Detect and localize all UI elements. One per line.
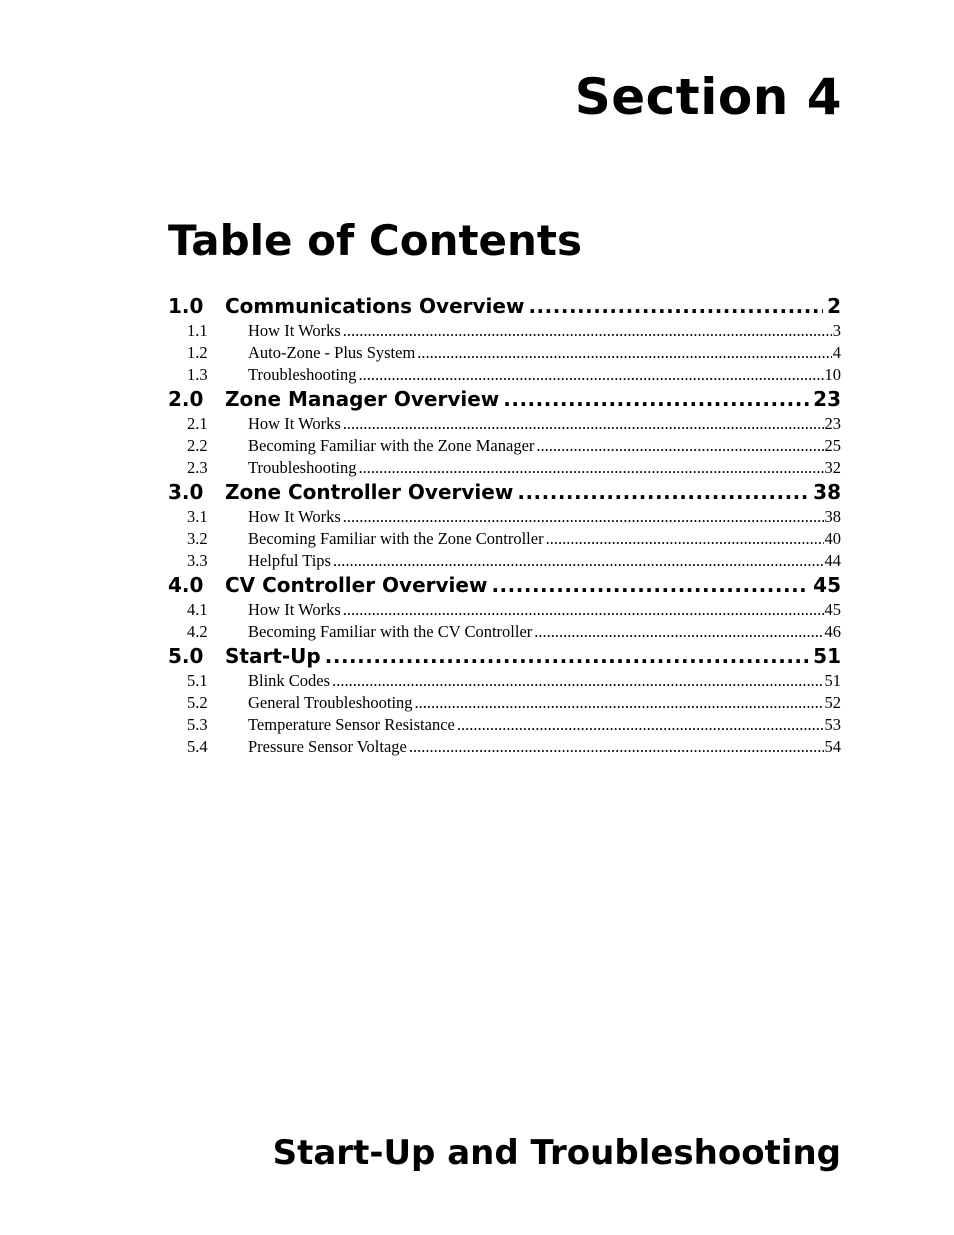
section-heading: Section 4 [574,68,842,126]
toc-subsection-title: Blink Codes [248,671,331,690]
toc-subsection-entry[interactable] [168,736,841,758]
toc-section-title: Communications Overview [225,294,525,318]
toc-subsection-page: 44 [824,551,841,570]
toc-section-entry[interactable] [168,386,841,413]
toc-subsection-page: 46 [824,622,841,641]
toc-section-page: 23 [813,387,841,411]
toc-dot-leader [546,528,824,550]
toc-subsection-page: 25 [824,436,841,455]
toc-dot-leader [415,692,824,714]
footer-title: Start-Up and Troubleshooting [272,1133,841,1173]
toc-subsection-page: 54 [824,737,841,756]
toc-section-number: 5.0 [168,644,204,668]
toc-subsection-page: 52 [824,693,841,712]
toc-section-group [168,386,841,479]
toc-dot-leader [343,413,824,435]
toc-dot-leader [332,670,823,692]
toc-subsection-number: 2.2 [187,436,208,455]
toc-dot-leader [343,599,824,621]
toc-subsection-title: How It Works [248,321,341,340]
toc-subsection-number: 2.3 [187,458,208,477]
toc-subsection-title: Troubleshooting [248,458,357,477]
toc-dot-leader [417,342,831,364]
toc-subsection-number: 5.2 [187,693,208,712]
toc-subsection-entry[interactable] [168,550,841,572]
toc-subsection-title: How It Works [248,507,341,526]
toc-subsection-entry[interactable] [168,528,841,550]
toc-subsection-title: Temperature Sensor Resistance [248,715,455,734]
toc-subsection-number: 3.2 [187,529,208,548]
toc-subsection-entry[interactable] [168,413,841,435]
toc-subsection-number: 5.1 [187,671,208,690]
toc-dot-leader [457,714,824,736]
toc-subsection-entry[interactable] [168,670,841,692]
toc-dot-leader [343,320,832,342]
toc-subsection-entry[interactable] [168,342,841,364]
toc-subsection-title: Auto-Zone - Plus System [248,343,416,362]
toc-section-group [168,572,841,643]
toc-subsection-number: 5.3 [187,715,208,734]
toc-section-group [168,643,841,758]
toc-subsection-entry[interactable] [168,320,841,342]
toc-subsection-title: Becoming Familiar with the Zone Manager [248,436,535,455]
toc-section-page: 2 [827,294,841,318]
toc-subsection-title: Pressure Sensor Voltage [248,737,407,756]
toc-subsection-page: 23 [824,414,841,433]
toc-subsection-number: 1.3 [187,365,208,384]
toc-dot-leader [409,736,824,758]
toc-subsection-page: 32 [824,458,841,477]
toc-dot-leader [517,479,809,506]
toc-subsection-entry[interactable] [168,457,841,479]
toc-subsection-entry[interactable] [168,621,841,643]
toc-subsection-number: 2.1 [187,414,208,433]
toc-section-number: 1.0 [168,294,204,318]
toc-subsection-entry[interactable] [168,714,841,736]
toc-dot-leader [333,550,824,572]
toc-subsection-title: General Troubleshooting [248,693,413,712]
toc-subsection-number: 4.2 [187,622,208,641]
table-of-contents [168,293,841,758]
toc-subsection-entry[interactable] [168,506,841,528]
toc-subsection-page: 10 [824,365,841,384]
toc-section-number: 3.0 [168,480,204,504]
toc-subsection-number: 5.4 [187,737,208,756]
toc-subsection-page: 53 [824,715,841,734]
toc-dot-leader [534,621,823,643]
toc-dot-leader [359,364,824,386]
toc-subsection-page: 4 [832,343,841,362]
toc-subsection-page: 38 [824,507,841,526]
toc-dot-leader [491,572,809,599]
toc-subsection-page: 3 [832,321,841,340]
toc-subsection-entry[interactable] [168,692,841,714]
toc-subsection-title: Helpful Tips [248,551,331,570]
toc-subsection-number: 3.1 [187,507,208,526]
toc-section-group [168,293,841,386]
toc-subsection-number: 4.1 [187,600,208,619]
toc-dot-leader [536,435,823,457]
toc-dot-leader [343,506,824,528]
toc-section-entry[interactable] [168,572,841,599]
toc-dot-leader [325,643,809,670]
toc-subsection-entry[interactable] [168,364,841,386]
toc-subsection-page: 40 [824,529,841,548]
toc-subsection-entry[interactable] [168,435,841,457]
toc-subsection-title: How It Works [248,600,341,619]
toc-section-number: 2.0 [168,387,204,411]
toc-subsection-entry[interactable] [168,599,841,621]
toc-section-group [168,479,841,572]
toc-section-title: Zone Manager Overview [225,387,500,411]
toc-subsection-title: How It Works [248,414,341,433]
toc-subsection-number: 3.3 [187,551,208,570]
toc-section-page: 51 [813,644,841,668]
toc-section-entry[interactable] [168,643,841,670]
toc-section-page: 45 [813,573,841,597]
toc-dot-leader [503,386,809,413]
toc-section-title: Start-Up [225,644,321,668]
toc-section-page: 38 [813,480,841,504]
toc-subsection-number: 1.2 [187,343,208,362]
toc-subsection-title: Troubleshooting [248,365,357,384]
toc-section-number: 4.0 [168,573,204,597]
toc-subsection-page: 45 [824,600,841,619]
toc-section-title: Zone Controller Overview [225,480,514,504]
toc-title: Table of Contents [168,216,583,265]
toc-dot-leader [359,457,824,479]
toc-section-title: CV Controller Overview [225,573,488,597]
toc-subsection-title: Becoming Familiar with the Zone Controller [248,529,544,548]
toc-subsection-title: Becoming Familiar with the CV Controller [248,622,533,641]
toc-dot-leader [528,293,823,320]
toc-subsection-number: 1.1 [187,321,208,340]
toc-subsection-page: 51 [824,671,841,690]
toc-section-entry[interactable] [168,479,841,506]
toc-section-entry[interactable] [168,293,841,320]
